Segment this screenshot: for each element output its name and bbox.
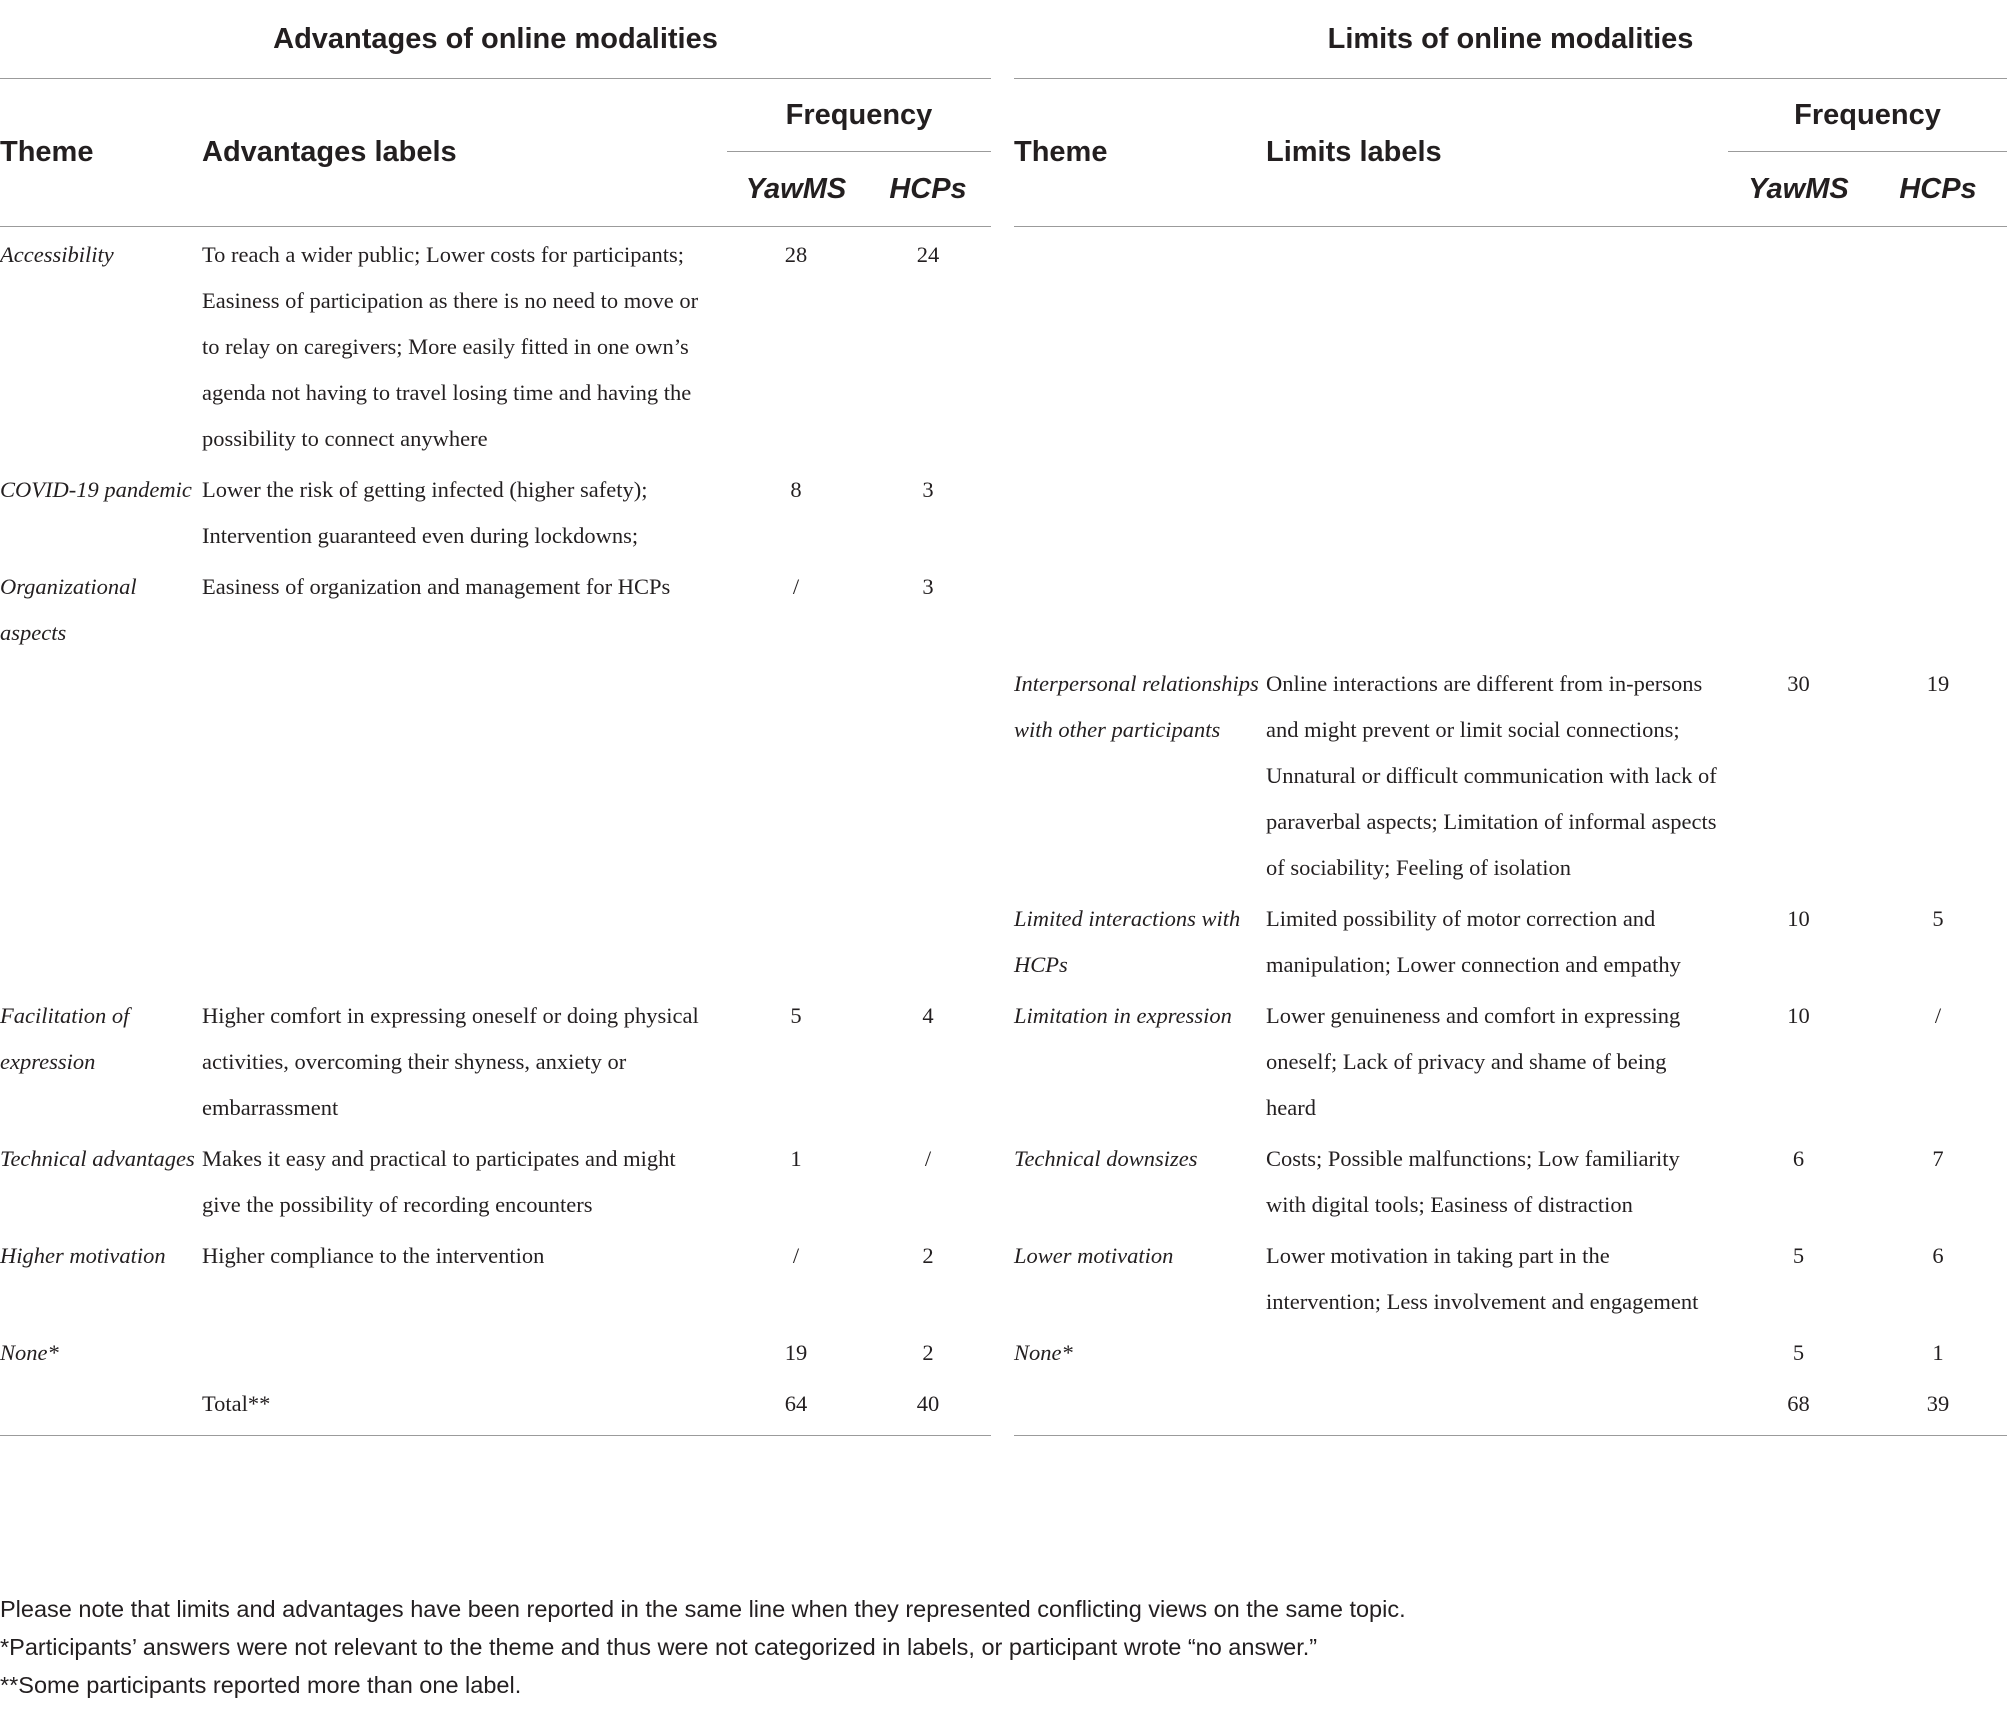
advantages-yawms-cell: 1 — [790, 1146, 802, 1171]
limits-hcps-cell: 5 — [1932, 906, 1944, 931]
advantages-theme-header: Theme — [0, 79, 202, 227]
table-row — [0, 1376, 2007, 1436]
limits-theme-cell — [1014, 1376, 1266, 1436]
advantages-yawms-cell: 28 — [727, 227, 865, 463]
advantages-yawms-cell: 5 — [790, 1003, 802, 1028]
table-row — [0, 1131, 2007, 1228]
footnote-1: Please note that limits and advantages have been reported in the same line when they represented conflicting views on the same topic. — [0, 1596, 1406, 1622]
advantages-label-cell — [202, 656, 727, 891]
advantages-hcps-cell: 40 — [865, 1376, 991, 1436]
advantages-hcps-cell: 2 — [922, 1243, 934, 1268]
limits-labels-header: Limits labels — [1266, 79, 1728, 227]
limits-hcps-cell: 39 — [1869, 1376, 2007, 1436]
table-row — [0, 656, 2007, 891]
limits-yawms-header: YawMS — [1728, 152, 1869, 227]
advantages-hcps-cell: 4 — [922, 1003, 934, 1028]
advantages-yawms-header: YawMS — [727, 152, 865, 227]
advantages-hcps-cell — [865, 656, 991, 891]
advantages-theme-cell: COVID-19 pandemic — [0, 477, 192, 502]
limits-yawms-cell: 10 — [1787, 906, 1810, 931]
advantages-hcps-cell: / — [924, 1146, 932, 1171]
advantages-frequency-header: Frequency — [727, 79, 991, 152]
advantages-theme-cell — [0, 656, 202, 891]
table-row — [0, 1325, 2007, 1376]
advantages-hcps-cell: 3 — [922, 574, 934, 599]
limits-hcps-cell: 6 — [1932, 1243, 1944, 1268]
column-gap — [991, 1131, 1014, 1228]
limits-label-cell — [1266, 227, 1728, 463]
advantages-theme-cell — [0, 891, 202, 988]
advantages-label-cell: Makes it easy and practical to participates and might give the possibility of recording encounters — [202, 1146, 676, 1217]
table-row — [0, 559, 2007, 656]
advantages-yawms-cell: / — [792, 574, 800, 599]
limits-yawms-cell: 30 — [1787, 671, 1810, 696]
advantages-theme-cell: None* — [0, 1340, 59, 1365]
advantages-yawms-cell — [727, 656, 865, 891]
advantages-hcps-cell: 3 — [922, 477, 934, 502]
column-gap — [991, 1325, 1014, 1376]
advantages-theme-cell: Technical advantages — [0, 1146, 195, 1171]
limits-yawms-cell — [1728, 462, 1869, 559]
column-gap — [991, 656, 1014, 891]
limits-yawms-cell: 5 — [1792, 1243, 1805, 1268]
table-row — [0, 891, 2007, 988]
advantages-theme-cell — [0, 1376, 202, 1436]
column-gap — [991, 462, 1014, 559]
advantages-hcps-header: HCPs — [865, 152, 991, 227]
advantages-hcps-cell — [865, 891, 991, 988]
limits-theme-cell: Lower motivation — [1014, 1243, 1174, 1268]
limits-theme-cell: Interpersonal relationships with other participants — [1014, 671, 1259, 742]
advantages-theme-cell: Higher motivation — [0, 1243, 166, 1268]
limits-hcps-cell — [1869, 462, 2007, 559]
advantages-yawms-cell — [727, 891, 865, 988]
table-row — [0, 462, 2007, 559]
limits-theme-cell: Limitation in expression — [1014, 1003, 1232, 1028]
advantages-labels-header: Advantages labels — [202, 79, 727, 227]
limits-hcps-cell: 19 — [1926, 671, 1950, 696]
limits-frequency-header: Frequency — [1728, 79, 2007, 152]
advantages-hcps-cell: 24 — [865, 227, 991, 463]
advantages-yawms-cell: 64 — [727, 1376, 865, 1436]
advantages-title: Advantages of online modalities — [273, 22, 718, 55]
limits-hcps-cell: 1 — [1932, 1340, 1944, 1365]
limits-theme-header: Theme — [1014, 79, 1266, 227]
column-gap — [991, 988, 1014, 1131]
advantages-yawms-cell: / — [792, 1243, 800, 1268]
table-row — [0, 1228, 2007, 1325]
limits-yawms-cell: 5 — [1792, 1340, 1805, 1365]
limits-hcps-cell — [1869, 227, 2007, 463]
limits-label-cell — [1266, 1376, 1728, 1436]
column-gap — [991, 227, 1014, 463]
advantages-hcps-cell: 2 — [922, 1340, 934, 1365]
limits-yawms-cell: 10 — [1787, 1003, 1810, 1028]
limits-yawms-cell — [1728, 227, 1869, 463]
advantages-theme-cell: Organizational aspects — [0, 574, 137, 645]
advantages-theme-cell: Accessibility — [0, 227, 202, 463]
advantages-label-cell: Higher compliance to the intervention — [202, 1243, 545, 1268]
limits-theme-cell: Limited interactions with HCPs — [1014, 906, 1241, 977]
limits-yawms-cell — [1728, 559, 1869, 656]
limits-theme-cell: None* — [1014, 1340, 1073, 1365]
advantages-label-cell: To reach a wider public; Lower costs for participants; Easiness of participation as there is no need to move or to relay on caregivers; More easily fitted in one own’s agenda not having to travel losing time and having the possibility to connect anywhere — [202, 227, 727, 463]
advantages-theme-cell: Facilitation of expression — [0, 1003, 130, 1074]
limits-label-cell — [1266, 1325, 1728, 1376]
limits-label-cell: Online interactions are different from in-persons and might prevent or limit social connections; Unnatural or difficult communication with lack of paraverbal aspects; Limitation of informal aspects of sociability; Feeling of isolation — [1266, 671, 1717, 880]
advantages-yawms-cell: 19 — [784, 1340, 808, 1365]
limits-yawms-cell: 68 — [1728, 1376, 1869, 1436]
limits-label-cell: Costs; Possible malfunctions; Low familiarity with digital tools; Easiness of distraction — [1266, 1146, 1680, 1217]
advantages-label-cell: Easiness of organization and management for HCPs — [202, 574, 671, 599]
advantages-label-cell — [202, 891, 727, 988]
limits-theme-cell — [1014, 227, 1266, 463]
table-row — [0, 227, 2007, 463]
limits-yawms-cell: 6 — [1792, 1146, 1805, 1171]
limits-label-cell — [1266, 462, 1728, 559]
limits-hcps-cell — [1869, 559, 2007, 656]
limits-title: Limits of online modalities — [1327, 22, 1694, 55]
footnote-2: *Participants’ answers were not relevant to the theme and thus were not categorized in labels, or participant wrote “no answer.” — [0, 1634, 1318, 1660]
advantages-label-cell: Lower the risk of getting infected (higher safety); Intervention guaranteed even during lockdowns; — [202, 477, 648, 548]
limits-hcps-header: HCPs — [1869, 152, 2007, 227]
advantages-label-cell — [202, 1325, 727, 1376]
column-gap — [991, 1376, 1014, 1436]
column-gap — [991, 1228, 1014, 1325]
advantages-label-cell: Higher comfort in expressing oneself or doing physical activities, overcoming their shyness, anxiety or embarrassment — [202, 1003, 699, 1120]
limits-theme-cell — [1014, 462, 1266, 559]
limits-hcps-cell: / — [1934, 1003, 1942, 1028]
footnotes — [0, 1590, 2007, 1704]
column-gap — [991, 559, 1014, 656]
footnote-3: **Some participants reported more than one label. — [0, 1672, 522, 1698]
advantages-yawms-cell: 8 — [790, 477, 802, 502]
limits-label-cell: Lower motivation in taking part in the intervention; Less involvement and engagement — [1266, 1243, 1699, 1314]
limits-hcps-cell: 7 — [1932, 1146, 1944, 1171]
advantages-label-cell: Total** — [202, 1376, 727, 1436]
limits-theme-cell: Technical downsizes — [1014, 1146, 1198, 1171]
limits-label-cell: Limited possibility of motor correction and manipulation; Lower connection and empathy — [1266, 906, 1681, 977]
table-row — [0, 988, 2007, 1131]
table-body — [0, 227, 2007, 1436]
limits-label-cell — [1266, 559, 1728, 656]
limits-theme-cell — [1014, 559, 1266, 656]
limits-label-cell: Lower genuineness and comfort in expressing oneself; Lack of privacy and shame of being heard — [1266, 1003, 1681, 1120]
column-gap — [991, 891, 1014, 988]
